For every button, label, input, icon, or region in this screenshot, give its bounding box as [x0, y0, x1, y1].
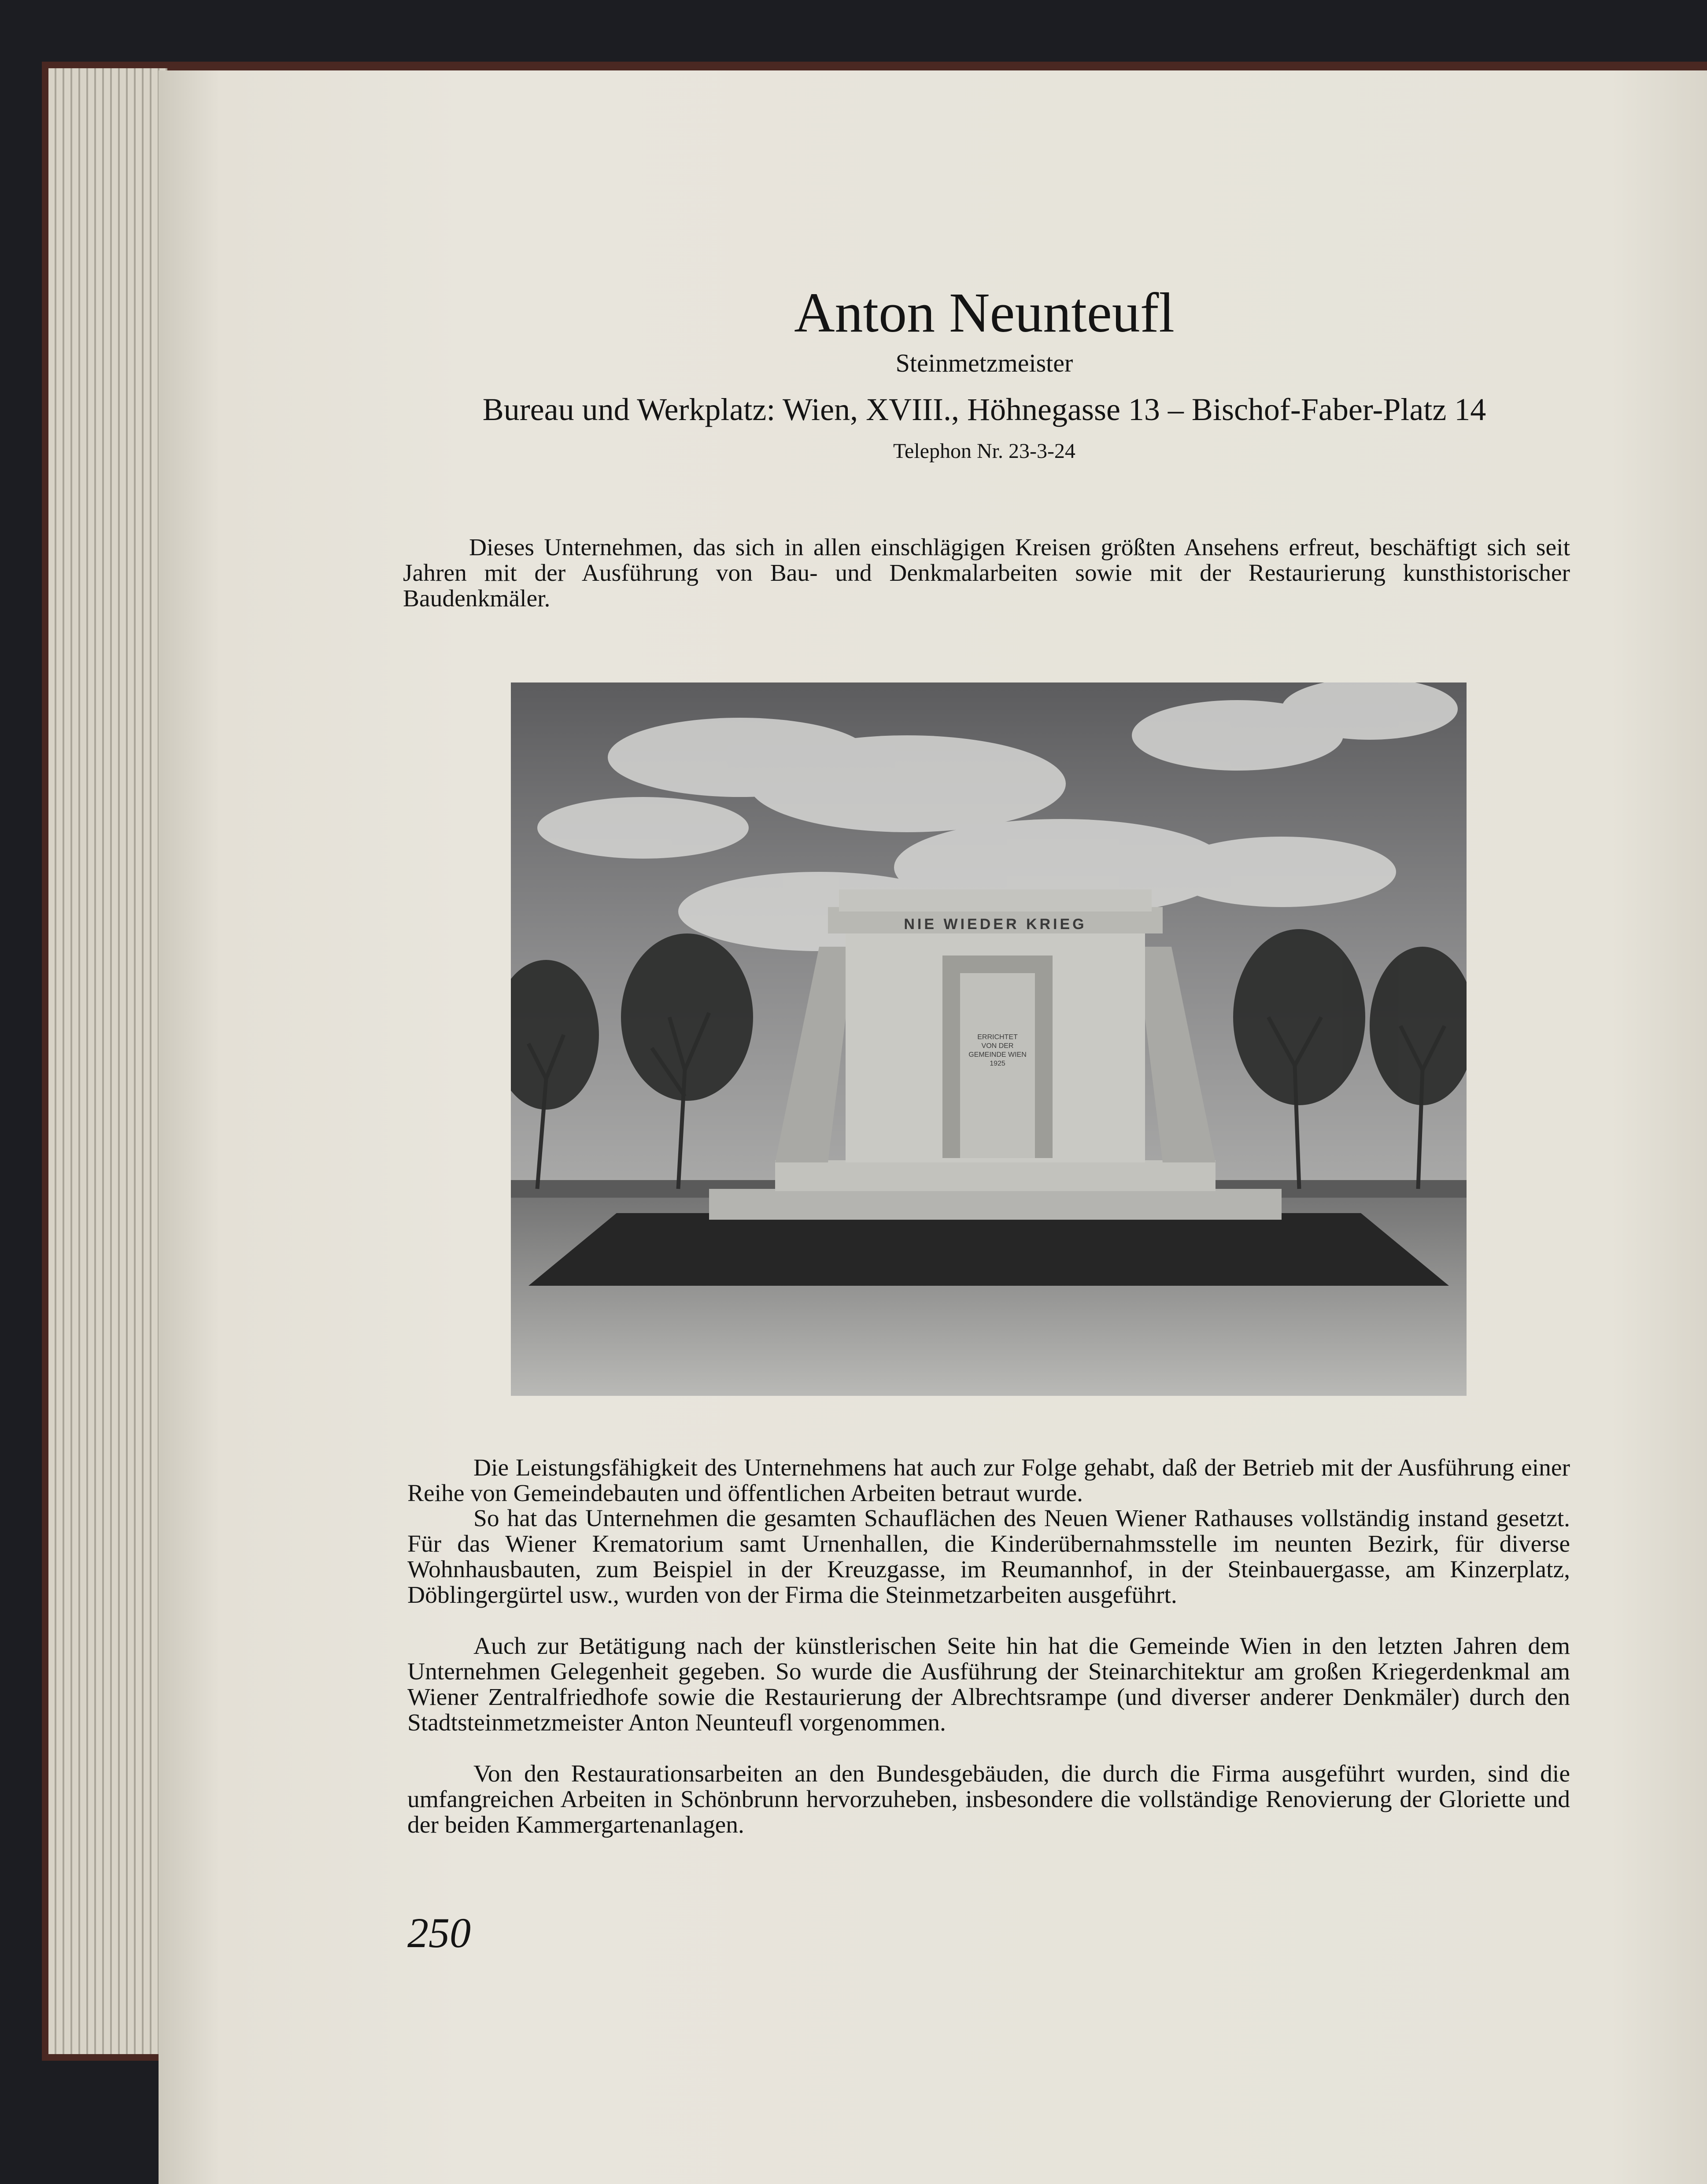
memorial-plinth — [709, 1189, 1282, 1220]
body-paragraph-1: Die Leistungsfähigkeit des Unternehmens hat auch zur Folge gehabt, daß der Betrieb mit der Ausführung einer Reihe von Gemeindebauten und öffentlichen Arbeiten betraut wurde. — [407, 1454, 1570, 1507]
memorial-base — [775, 1160, 1216, 1191]
body-paragraph-2: So hat das Unternehmen die gesamten Schauflächen des Neuen Wiener Rathauses vollständig instand gesetzt. Für das Wiener Krematorium samt Urnenhallen, die Kinderübernahmsstelle im neunten Bezirk, für diverse Wohnhausbauten, zum Beispiel in der Kreuzgasse, im Reumannhof, in der Steinbauergasse, am Kinzerplatz, Döblingergürtel usw., wurden von der Firma die Steinmetzarbeiten ausgeführt. — [407, 1505, 1570, 1608]
body-paragraph-3: Auch zur Betätigung nach der künstlerischen Seite hin hat die Gemeinde Wien in den letzten Jahren dem Unternehmen Gelegenheit gegeben. So wurde die Ausführung der Steinarchitektur am großen Kriegerdenkmal am Wiener Zentralfriedhofe sowie die Restaurierung der Albrechtsrampe (und diverser anderer Denkmäler) durch den Stadtsteinmetzmeister Anton Neunteufl vorgenommen. — [407, 1633, 1570, 1736]
body-paragraph-4: Von den Restaurationsarbeiten an den Bundesgebäuden, die durch die Firma ausgeführt wurden, sind die umfangreichen Arbeiten in Schönbrunn hervorzuheben, insbesondere die vollständige Renovierung der Gloriette und der beiden Kammergartenanlagen. — [407, 1760, 1570, 1838]
memorial-photo-svg — [511, 682, 1467, 1396]
plaque-line-1: ERRICHTET — [977, 1033, 1018, 1041]
page-number: 250 — [407, 1909, 471, 1956]
business-address: Bureau und Werkplatz: Wien, XVIII., Höhnegasse 13 – Bischof-Faber-Platz 14 — [482, 392, 1486, 427]
memorial-cap — [839, 889, 1152, 911]
plaque-line-4: 1925 — [990, 1060, 1005, 1067]
memorial-mound — [528, 1213, 1449, 1286]
plaque-line-2: VON DER — [981, 1042, 1014, 1050]
page-title: Anton Neunteufl — [794, 281, 1175, 344]
memorial-photo — [511, 682, 1467, 1396]
telephone-line: Telephon Nr. 23-3-24 — [893, 439, 1075, 463]
page-subtitle: Steinmetzmeister — [895, 349, 1073, 377]
inscription-top: NIE WIEDER KRIEG — [904, 916, 1087, 933]
intro-paragraph: Dieses Unternehmen, das sich in allen einschlägigen Kreisen größten Ansehens erfreut, beschäftigt sich seit Jahren mit der Ausführung von Bau- und Denkmalarbeiten sowie mit der Restaurierung kunsthistorischer Baudenkmäler. — [403, 534, 1570, 612]
page-edges — [48, 68, 167, 2054]
plaque-line-3: GEMEINDE WIEN — [968, 1051, 1027, 1059]
